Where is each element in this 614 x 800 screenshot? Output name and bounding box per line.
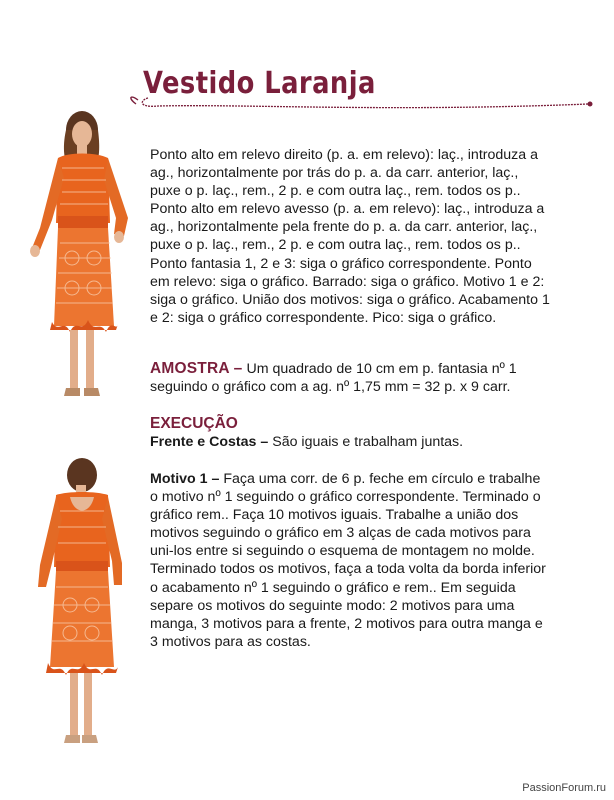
motivo-section bbox=[150, 470, 550, 651]
amostra-label: AMOSTRA – bbox=[150, 360, 243, 377]
intro-paragraph: Ponto alto em relevo direito (p. a. em relevo): laç., introduza a ag., horizontalmente por trás do p. a. da carr. anterior, laç., puxe o p. laç., rem., 2 p. e com outra laç., rem. todos os p.. Ponto alto em relevo avesso (p. a. em relevo): laç., introduza a ag., horizontalmente pela frente do p. a. da carr. anterior, laç., puxe o p. laç., rem., 2 p. e com outra laç., rem. todos os p.. Ponto fantasia 1, 2 e 3: siga o gráfico correspondente. Ponto em relevo: siga o gráfico. Barrado: siga o gráfico. Motivo 1 e 2: siga o gráfico. União dos motivos: siga o gráfico. Acabamento 1 e 2: siga o gráfico correspondente. Pico: siga o gráfico. bbox=[150, 147, 550, 326]
amostra-section bbox=[150, 360, 550, 396]
frente-costas-label: Frente e Costas – bbox=[150, 434, 269, 451]
model-photo-back bbox=[30, 455, 128, 747]
amostra-text: Um quadrado de 10 cm em p. fantasia nº 1 seguindo o gráfico com a ag. nº 1,75 mm = 32 p. x 9 carr. bbox=[150, 361, 517, 396]
motivo-text: Faça uma corr. de 6 p. feche em círculo e trabalhe o motivo nº 1 seguindo o gráfico correspondente. Terminado o gráfico rem.. Faça 10 motivos iguais. Trabalhe a união dos motivos seguindo o gráfico em 3 alças de cada motivos para uni-los entre si seguindo o esquema de montagem no molde. Terminado todos os motivos, faça a toda volta da borda inferior o acabamento nº 1 seguindo o gráfico e rem.. Em seguida separe os motivos do seguinte modo: 2 motivos para uma manga, 3 motivos para a frente, 2 motivos para outra manga e 3 motivos para as costas. bbox=[150, 471, 546, 650]
execucao-heading: EXECUÇÃO bbox=[150, 415, 238, 432]
decorative-swirl bbox=[128, 96, 598, 136]
page-title: Vestido Laranja bbox=[143, 66, 376, 101]
watermark: PassionForum.ru bbox=[522, 782, 606, 794]
motivo-label: Motivo 1 – bbox=[150, 471, 220, 487]
model-photo-front bbox=[24, 108, 136, 400]
execucao-section bbox=[150, 415, 550, 451]
frente-costas-text: São iguais e trabalham juntas. bbox=[272, 434, 464, 451]
